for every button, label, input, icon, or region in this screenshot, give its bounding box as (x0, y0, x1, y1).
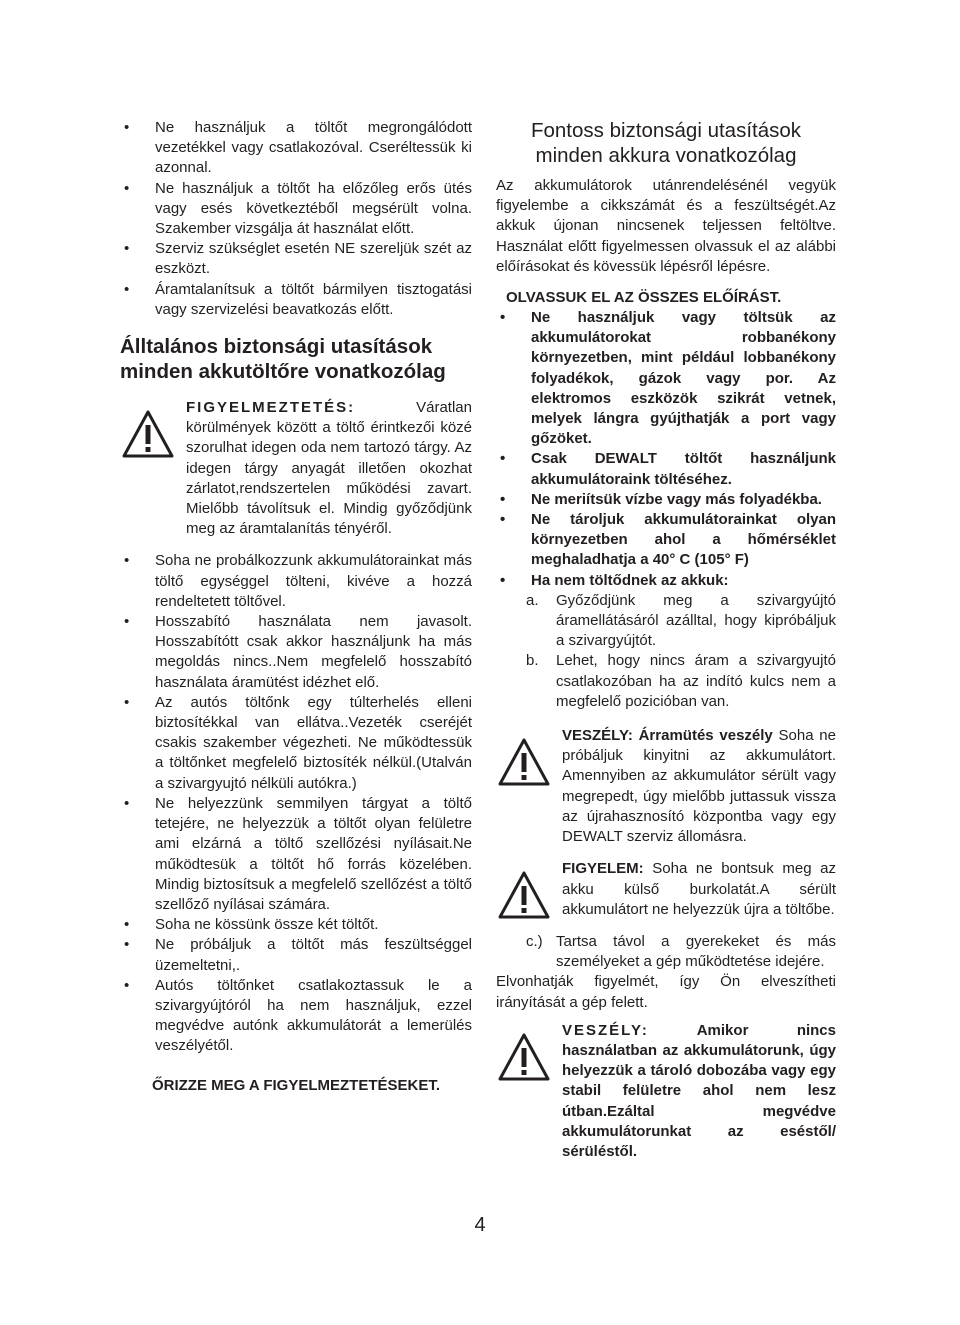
list-item: • Szerviz szükséglet esetén NE szereljük szét az eszközt. (120, 239, 472, 279)
right-column (496, 118, 836, 1174)
left-bullets-bottom (120, 551, 472, 1056)
list-item: • Ne tároljuk akkumulátorainkat olyan környezetben ahol a hőmérséklet meghaladhatja a 40° C (105° F) (496, 510, 836, 571)
list-item: • Soha ne probálkozzunk akkumulátorainkat más töltő egységgel tölteni, kivéve a hozzá rendeltetett töltővel. (120, 551, 472, 612)
warning-block-storage (496, 1021, 836, 1162)
list-item: • Csak DEWALT töltőt használjunk akkumulátoraink töltéséhez. (496, 449, 836, 489)
warning-triangle-icon (498, 1033, 550, 1081)
warning-triangle-icon (498, 871, 550, 919)
list-item: • Ha nem töltődnek az akkuk: (496, 571, 836, 591)
list-item: • Autós töltőnket csatlakoztassuk le a szivargyújtóról ha nem használjuk, ezzel megvédve autónk akkumulátorát a lemerülés veszélyétől. (120, 976, 472, 1057)
left-column (120, 118, 472, 1094)
sub-label: a. (526, 591, 539, 609)
warning-heading: VESZÉLY: (562, 1021, 649, 1039)
warning-heading: FIGYELEM: (562, 860, 644, 878)
warning-heading: FIGYELMEZTETÉS: (186, 399, 356, 417)
sub-list-c (496, 932, 836, 972)
sub-label: b. (526, 652, 539, 670)
list-item: • Ne használjuk vagy töltsük az akkumulátorokat robbanékony környezetben, mint például lobbanékony folyadékok, gázok vagy por. Az elektromos eszközök szikrát vetnek, melyek lángra gyújthatják a port vagy gőzöket. (496, 308, 836, 449)
warning-body: Soha ne bontsuk meg az akku külső burkolatát.A sérült akkumulátort ne helyezzük újra a töltőbe. (562, 860, 836, 918)
sub-text: Tartsa távol a gyerekeket és más személyeket a gép működtetése idejére. (556, 932, 836, 971)
warning-body: Soha ne próbáljuk kinyitni az akkumulátort. Amennyiben az akkumulátor sérült vagy megrepedt, úgy mielőbb juttassuk vissza az újrahasznosító központba vagy egy DEWALT szerviz állomásra. (562, 727, 836, 846)
section-title-general: Álltalános biztonsági utasítások minden akkutöltőre vonatkozólag (120, 335, 446, 384)
list-item: • Soha ne kössünk össze két töltőt. (120, 915, 472, 935)
warning-block-foreign-object (120, 398, 472, 539)
list-item: • Ne használjuk a töltőt megrongálódott vezetékkel vagy csatlakozóval. Cseréltessük ki azonnal. (120, 118, 472, 179)
list-item: • Hosszabító használata nem javasolt. Hosszabítótt csak akkor használjunk ha más megoldás nincs..Nem megfelelő hosszabító használata áramütést idézhet elő. (120, 612, 472, 693)
warning-text (186, 398, 472, 539)
sub-item-b (496, 651, 836, 712)
warning-heading: VESZÉLY: Árramütés veszély (562, 727, 773, 745)
warning-text (562, 726, 836, 847)
sub-list (496, 591, 836, 712)
page-number: 4 (474, 1214, 486, 1236)
attention-paragraph: Elvonhatják figyelmét, így Ön elveszítheti irányítását a gép felett. (496, 973, 836, 1011)
section-title-battery: Fontoss biztonsági utasítások minden akkura vonatkozólag (530, 119, 802, 167)
sub-item-c (496, 932, 836, 972)
warning-block-casing (496, 859, 836, 920)
warning-triangle-icon (122, 410, 174, 458)
warning-text (562, 859, 836, 920)
list-item: • Áramtalanítsuk a töltőt bármilyen tisztogatási vagy szervizelési beavatkozás előtt. (120, 280, 472, 320)
warning-triangle-icon (498, 738, 550, 786)
warning-body: Váratlan körülmények között a töltő érintkezői közé szorulhat idegen oda nem tartozó tárgy. Az idegen tárgy anyagát illetően okozhat zárlatot,rendszertelen működési zavart. Mielőbb távolítsuk el. Mindig győződjünk meg az áramtalanítás tényéről. (186, 399, 472, 538)
list-item: • Ne próbáljuk a töltőt más feszültséggel üzemeltetni,. (120, 935, 472, 975)
keep-warnings-footer: ŐRIZZE MEG A FIGYELMEZTETÉSEKET. (151, 1076, 441, 1094)
list-item: • Ne használjuk a töltőt ha előzőleg erős ütés vagy esés következtéből megsérült volna. Szakember vizsgálja át használat előtt. (120, 179, 472, 240)
warning-text (562, 1021, 836, 1162)
warning-body: Amikor nincs használatban az akkumulátorunk, úgy helyezzük a tároló dobozába vagy egy stabil felületre ahol nem lesz útban.Ezáltal megvédve akkumulátorunkat az eséstől/ sérüléstől. (562, 1021, 836, 1160)
right-bullets (496, 308, 836, 591)
intro-paragraph: Az akkumulátorok utánrendelésénél vegyük figyelembe a cikkszámát és a feszültségét.Az akkuk újonan nincsenek teljessen feltöltve. Használat előtt figyelmessen olvassuk el az alábbi előírásokat és kövessük lépésről lépésre. (496, 177, 836, 275)
warning-block-electric-shock (496, 726, 836, 847)
sub-item-a (496, 591, 836, 652)
sub-text: Győződjünk meg a szivargyújtó áramellátásáról azálltal, hogy kipróbáljuk a szivargyújtót. (556, 591, 836, 650)
read-all-heading: OLVASSUK EL AZ ÖSSZES ELŐÍRÁST. (506, 289, 782, 307)
list-item: • Az autós töltőnk egy túlterhelés elleni biztosítékkal van ellátva..Vezeték cseréjét csakis szakember végezheti. Ne működtessük a töltőnket megfelelő biztosíték nélkül.(Utalván a szivargyujtó nélküli autókra.) (120, 693, 472, 794)
left-bullets-top (120, 118, 472, 320)
sub-label: c.) (526, 932, 543, 950)
sub-text: Lehet, hogy nincs áram a szivargyujtó csatlakozóban ha az indító kulcs nem a megfelelő pozicióban van. (556, 652, 836, 710)
list-item: • Ne meriítsük vízbe vagy más folyadékba. (496, 490, 836, 510)
list-item: • Ne helyezzünk semmilyen tárgyat a töltő tetejére, ne helyezzük a töltőt olyan felületre ami elzárná a töltő szellőzési nyílásait.Ne működtesük a töltőt hő forrás közelében. Mindig biztosítsuk a megfelelő szellőzést a töltő szellőző nyílásai számára. (120, 794, 472, 915)
